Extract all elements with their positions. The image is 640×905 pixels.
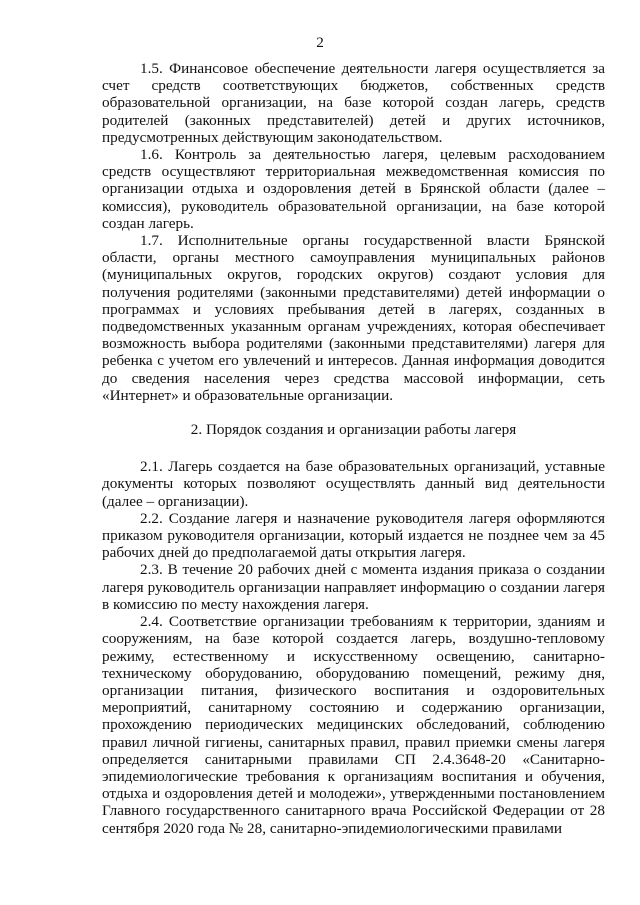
- paragraph-2-1: 2.1. Лагерь создается на базе образовательных организаций, уставные документы которых позволяют осуществлять данный вид деятельности (далее – организации).: [102, 458, 605, 510]
- section-heading: 2. Порядок создания и организации работы лагеря: [190, 421, 517, 439]
- paragraph-2-4: 2.4. Соответствие организации требованиям к территории, зданиям и сооружениям, на базе которой создается лагерь, воздушно-тепловому режиму, естественному и искусственному освещению, санитарно-техническому оборудованию, оборудованию помещений, режиму дня, организации питания, физического воспитания и оздоровительных мероприятий, санитарному состоянию и содержанию организации, прохождению периодических медицинских обследований, соблюдению правил личной гигиены, санитарных правил, правил приемки смены лагеря определяется санитарными правилами СП 2.4.3648-20 «Санитарно-эпидемиологические требования к организациям воспитания и обучения, отдыха и оздоровления детей и молодежи», утвержденными постановлением Главного государственного санитарного врача Российской Федерации от 28 сентября 2020 года № 28, санитарно-эпидемиологическими правилами: [102, 613, 605, 837]
- document-body: [102, 60, 605, 837]
- paragraph-1-5: 1.5. Финансовое обеспечение деятельности лагеря осуществляется за счет средств соответствующих бюджетов, собственных средств образовательной организации, на базе которой создан лагерь, средств родителей (законных представителей) детей и других источников, предусмотренных действующим законодательством.: [102, 60, 605, 146]
- page-number: 2: [316, 34, 324, 51]
- paragraph-1-7: 1.7. Исполнительные органы государственной власти Брянской области, органы местного самоуправления муниципальных районов (муниципальных округов, городских округов) создают условия для получения родителями (законными представителями) детей информации о программах и условиях пребывания детей в лагерях, созданных в подведомственных указанным органам учреждениях, которая обеспечивает возможность выбора родителями (законными представителями) лагеря для ребенка с учетом его увлечений и интересов. Данная информация доводится до сведения населения через средства массовой информации, сеть «Интернет» и образовательные организации.: [102, 232, 605, 404]
- paragraph-2-2: 2.2. Создание лагеря и назначение руководителя лагеря оформляются приказом руководителя организации, который издается не позднее чем за 45 рабочих дней до предполагаемой даты открытия лагеря.: [102, 509, 605, 562]
- paragraph-2-3: 2.3. В течение 20 рабочих дней с момента издания приказа о создании лагеря руководитель организации направляет информацию о создании лагеря в комиссию по месту нахождения лагеря.: [102, 561, 605, 613]
- paragraph-1-6: 1.6. Контроль за деятельностью лагеря, целевым расходованием средств осуществляют территориальная межведомственная комиссия по организации отдыха и оздоровления детей в Брянской области (далее – комиссия), руководитель образовательной организации, на базе которой создан лагерь.: [102, 146, 605, 232]
